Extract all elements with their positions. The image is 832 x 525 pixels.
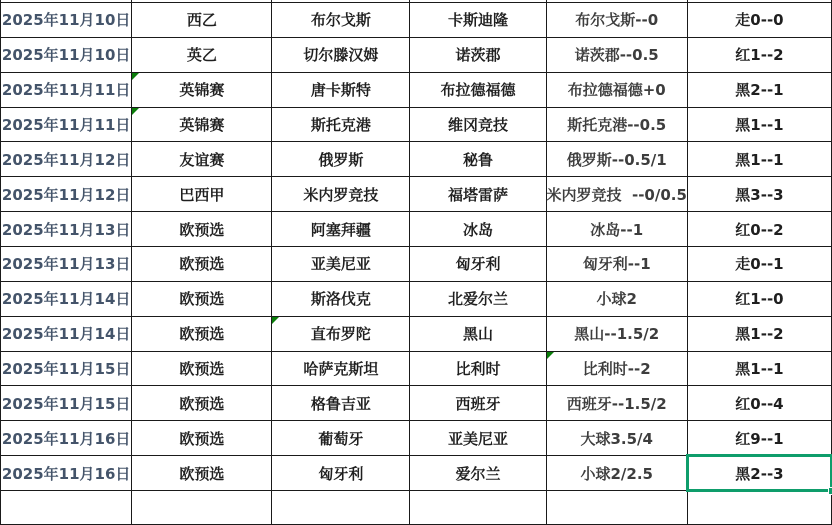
league-text: 欧预选: [179, 429, 225, 448]
league-cell[interactable]: [132, 281, 272, 316]
table-row: [1, 247, 832, 282]
date-text: 2025年11月11日: [1, 81, 131, 100]
table-row: [1, 316, 832, 351]
away-team-text: 秘鲁: [462, 150, 493, 169]
home-team-text: 布尔戈斯: [310, 11, 371, 30]
league-text: 欧预选: [179, 360, 225, 379]
date-cell[interactable]: [1, 247, 132, 282]
league-text: 欧预选: [179, 394, 225, 413]
table-row: [1, 421, 832, 456]
cell-error-indicator-icon: [132, 108, 139, 115]
result-text: 红9--1: [735, 429, 784, 448]
result-cell[interactable]: [687, 142, 831, 177]
empty-cell[interactable]: [410, 491, 546, 525]
league-text: 巴西甲: [179, 185, 225, 204]
result-cell[interactable]: [687, 351, 831, 386]
empty-cell[interactable]: [1, 491, 132, 525]
date-text: 2025年11月12日: [1, 150, 131, 169]
result-text: 走0--0: [735, 11, 784, 30]
empty-cell[interactable]: [272, 491, 410, 525]
date-text: 2025年11月16日: [1, 429, 131, 448]
handicap-text: 布尔戈斯--0: [575, 11, 659, 30]
away-team-cell[interactable]: [410, 421, 546, 456]
handicap-cell[interactable]: [546, 3, 687, 38]
home-team-cell[interactable]: [272, 281, 410, 316]
date-cell[interactable]: [1, 421, 132, 456]
league-cell[interactable]: [132, 3, 272, 38]
date-cell[interactable]: [1, 37, 132, 72]
home-team-text: 斯洛伐克: [310, 290, 371, 309]
away-team-cell[interactable]: [410, 3, 546, 38]
league-text: 西乙: [186, 11, 217, 30]
handicap-text: 西班牙--1.5/2: [566, 394, 667, 413]
table-row: [1, 3, 832, 38]
away-team-cell[interactable]: [410, 386, 546, 421]
home-team-text: 直布罗陀: [310, 325, 371, 344]
handicap-cell[interactable]: [546, 107, 687, 142]
handicap-text: 布拉德福德+0: [567, 81, 666, 100]
result-text: 红0--2: [735, 220, 784, 239]
league-text: 欧预选: [179, 464, 225, 483]
date-cell[interactable]: [1, 72, 132, 107]
home-team-text: 唐卡斯特: [310, 81, 371, 100]
league-text: 友谊赛: [179, 150, 225, 169]
home-team-text: 匈牙利: [318, 464, 364, 483]
table-row: [1, 37, 832, 72]
date-cell[interactable]: [1, 142, 132, 177]
date-text: 2025年11月15日: [1, 360, 131, 379]
league-cell[interactable]: [132, 177, 272, 212]
league-cell[interactable]: [132, 212, 272, 247]
away-team-cell[interactable]: [410, 142, 546, 177]
result-text: 黑2--3: [735, 464, 784, 483]
away-team-cell[interactable]: [410, 72, 546, 107]
date-cell[interactable]: [1, 212, 132, 247]
date-cell[interactable]: [1, 3, 132, 38]
date-text: 2025年11月14日: [1, 290, 131, 309]
result-text: 黑3--3: [735, 185, 784, 204]
date-cell[interactable]: [1, 386, 132, 421]
result-text: 黑1--1: [735, 360, 784, 379]
handicap-cell[interactable]: [546, 456, 687, 491]
away-team-text: 布拉德福德: [440, 81, 516, 100]
cell-error-indicator-icon: [272, 317, 279, 324]
away-team-text: 维冈竞技: [447, 116, 508, 134]
date-cell[interactable]: [1, 351, 132, 386]
away-team-text: 比利时: [455, 360, 501, 379]
league-text: 欧预选: [179, 325, 225, 344]
away-team-cell[interactable]: [410, 212, 546, 247]
home-team-text: 切尔滕汉姆: [303, 46, 379, 65]
home-team-cell[interactable]: [272, 72, 410, 107]
cell-error-indicator-icon: [547, 352, 554, 359]
empty-cell[interactable]: [132, 491, 272, 525]
away-team-text: 冰岛: [462, 220, 493, 239]
result-cell[interactable]: [687, 212, 831, 247]
handicap-text: 大球3.5/4: [580, 429, 653, 448]
result-cell[interactable]: [687, 421, 831, 456]
handicap-text: 斯托克港--0.5: [567, 116, 667, 134]
result-text: 黑1--1: [735, 150, 784, 169]
table-row: [1, 177, 832, 212]
home-team-cell[interactable]: [272, 247, 410, 282]
league-text: 欧预选: [179, 290, 225, 309]
handicap-cell[interactable]: [546, 421, 687, 456]
away-team-text: 诺茨郡: [455, 46, 501, 65]
handicap-text: 匈牙利--1: [582, 255, 651, 274]
result-text: 黑1--1: [735, 116, 784, 134]
home-team-cell[interactable]: [272, 351, 410, 386]
league-text: 欧预选: [179, 220, 225, 239]
handicap-cell[interactable]: [546, 142, 687, 177]
handicap-cell[interactable]: [546, 316, 687, 351]
handicap-text: 米内罗竞技 --0/0.5: [546, 185, 687, 204]
date-text: 2025年11月15日: [1, 394, 131, 413]
date-text: 2025年11月11日: [1, 116, 131, 134]
result-cell[interactable]: [687, 316, 831, 351]
handicap-text: 小球2: [596, 290, 637, 309]
home-team-cell[interactable]: [272, 177, 410, 212]
result-text: 红0--4: [735, 394, 784, 413]
handicap-cell[interactable]: [546, 212, 687, 247]
result-cell[interactable]: [687, 37, 831, 72]
home-team-cell[interactable]: [272, 456, 410, 491]
handicap-cell[interactable]: [546, 37, 687, 72]
result-text: 走0--1: [735, 255, 784, 274]
date-text: 2025年11月10日: [1, 46, 131, 65]
result-cell[interactable]: [687, 3, 831, 38]
league-cell[interactable]: [132, 37, 272, 72]
cell-error-indicator-icon: [132, 73, 139, 80]
home-team-text: 米内罗竞技: [303, 185, 379, 204]
league-text: 英锦赛: [179, 116, 225, 134]
handicap-text: 比利时--2: [582, 360, 651, 379]
home-team-cell[interactable]: [272, 107, 410, 142]
date-text: 2025年11月13日: [1, 220, 131, 239]
date-cell[interactable]: [1, 456, 132, 491]
table-row: [1, 281, 832, 316]
league-cell[interactable]: [132, 316, 272, 351]
table-row: [1, 386, 832, 421]
home-team-text: 格鲁吉亚: [310, 394, 371, 413]
league-cell[interactable]: [132, 142, 272, 177]
date-text: 2025年11月14日: [1, 325, 131, 344]
home-team-text: 俄罗斯: [318, 150, 364, 169]
league-text: 英乙: [186, 46, 217, 65]
away-team-text: 爱尔兰: [455, 464, 501, 483]
date-text: 2025年11月12日: [1, 185, 131, 204]
handicap-text: 黑山--1.5/2: [574, 325, 660, 344]
away-team-cell[interactable]: [410, 351, 546, 386]
home-team-text: 阿塞拜疆: [310, 220, 371, 239]
away-team-cell[interactable]: [410, 456, 546, 491]
result-cell[interactable]: [687, 281, 831, 316]
table-row: [1, 142, 832, 177]
league-text: 英锦赛: [179, 81, 225, 100]
away-team-cell[interactable]: [410, 37, 546, 72]
empty-cell[interactable]: [687, 491, 831, 525]
date-cell[interactable]: [1, 316, 132, 351]
partial-row-bottom: [1, 491, 832, 525]
home-team-cell[interactable]: [272, 3, 410, 38]
home-team-text: 亚美尼亚: [310, 255, 371, 274]
away-team-cell[interactable]: [410, 107, 546, 142]
table-row: [1, 351, 832, 386]
away-team-text: 卡斯迪隆: [447, 11, 508, 30]
away-team-cell[interactable]: [410, 177, 546, 212]
league-cell[interactable]: [132, 107, 272, 142]
handicap-text: 诺茨郡--0.5: [574, 46, 659, 65]
league-cell[interactable]: [132, 72, 272, 107]
date-text: 2025年11月13日: [1, 255, 131, 274]
away-team-cell[interactable]: [410, 247, 546, 282]
home-team-text: 哈萨克斯坦: [303, 360, 379, 379]
away-team-text: 匈牙利: [455, 255, 501, 274]
date-text: 2025年11月16日: [1, 464, 131, 483]
selected-result-cell[interactable]: [687, 456, 831, 491]
table-row: [1, 107, 832, 142]
date-cell[interactable]: [1, 107, 132, 142]
handicap-cell[interactable]: [546, 247, 687, 282]
league-cell[interactable]: [132, 351, 272, 386]
league-cell[interactable]: [132, 247, 272, 282]
table-row: [1, 456, 832, 491]
away-team-text: 黑山: [462, 325, 493, 344]
result-cell[interactable]: [687, 72, 831, 107]
away-team-text: 北爱尔兰: [447, 290, 508, 309]
handicap-text: 冰岛--1: [590, 220, 644, 239]
date-cell[interactable]: [1, 281, 132, 316]
handicap-text: 小球2/2.5: [580, 464, 653, 483]
result-text: 红1--0: [735, 290, 784, 309]
away-team-text: 亚美尼亚: [447, 429, 508, 448]
home-team-text: 斯托克港: [310, 116, 371, 134]
result-cell[interactable]: [687, 386, 831, 421]
table-row: [1, 212, 832, 247]
table-row: [1, 72, 832, 107]
away-team-text: 福塔雷萨: [447, 185, 508, 204]
away-team-text: 西班牙: [455, 394, 501, 413]
league-text: 欧预选: [179, 255, 225, 274]
handicap-cell[interactable]: [546, 177, 687, 212]
result-text: 黑1--2: [735, 325, 784, 344]
date-cell[interactable]: [1, 177, 132, 212]
league-cell[interactable]: [132, 421, 272, 456]
handicap-cell[interactable]: [546, 351, 687, 386]
home-team-cell[interactable]: [272, 212, 410, 247]
home-team-cell[interactable]: [272, 316, 410, 351]
away-team-cell[interactable]: [410, 316, 546, 351]
home-team-cell[interactable]: [272, 421, 410, 456]
handicap-cell[interactable]: [546, 386, 687, 421]
result-text: 红1--2: [735, 46, 784, 65]
handicap-cell[interactable]: [546, 72, 687, 107]
date-text: 2025年11月10日: [1, 11, 131, 30]
handicap-text: 俄罗斯--0.5/1: [566, 150, 667, 169]
away-team-cell[interactable]: [410, 281, 546, 316]
league-cell[interactable]: [132, 386, 272, 421]
home-team-text: 葡萄牙: [318, 429, 364, 448]
home-team-cell[interactable]: [272, 37, 410, 72]
empty-cell[interactable]: [546, 491, 687, 525]
result-cell[interactable]: [687, 107, 831, 142]
home-team-cell[interactable]: [272, 386, 410, 421]
home-team-cell[interactable]: [272, 142, 410, 177]
league-cell[interactable]: [132, 456, 272, 491]
result-text: 黑2--1: [735, 81, 784, 100]
result-cell[interactable]: [687, 247, 831, 282]
handicap-cell[interactable]: [546, 281, 687, 316]
result-cell[interactable]: [687, 177, 831, 212]
